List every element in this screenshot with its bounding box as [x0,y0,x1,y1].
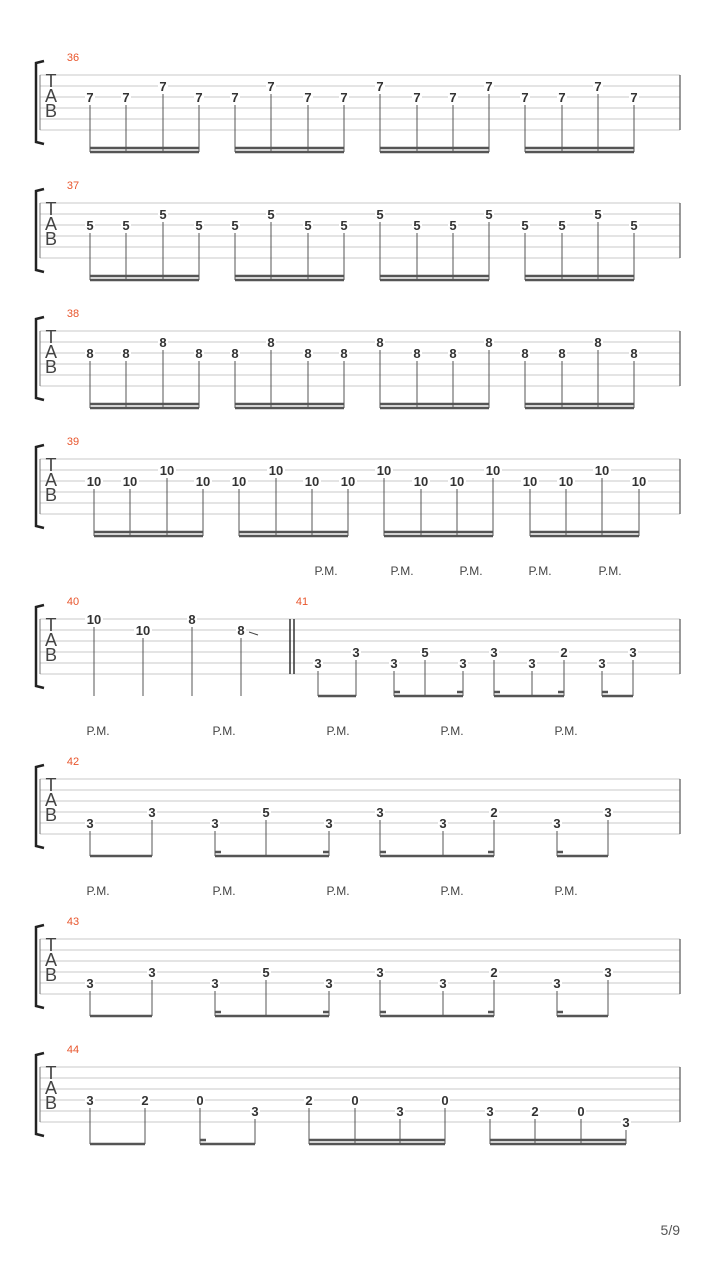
fret-number: 8 [630,346,638,361]
fret-number: 10 [631,474,647,489]
fret-number: 3 [211,976,219,991]
fret-number: 5 [630,218,638,233]
page-number: 5/9 [660,1222,680,1238]
measure-number: 42 [66,756,80,768]
slide-mark [249,632,258,635]
fret-number: 8 [195,346,203,361]
tab-clef-letter: B [44,357,58,377]
measure-number: 39 [66,436,80,448]
fret-number: 7 [630,90,638,105]
tab-clef-letter: T [45,327,57,347]
fret-number: 7 [485,79,493,94]
fret-number: 5 [413,218,421,233]
fret-number: 10 [413,474,429,489]
tab-clef-letter: A [44,1078,58,1098]
fret-number: 3 [528,656,536,671]
fret-number: 8 [376,335,384,350]
fret-number: 8 [521,346,529,361]
fret-number: 3 [486,1104,494,1119]
palm-mute-mark: P.M. [459,564,483,578]
fret-number: 8 [122,346,130,361]
fret-number: 5 [594,207,602,222]
fret-number: 7 [413,90,421,105]
fret-number: 3 [86,1093,94,1108]
fret-number: 7 [86,90,94,105]
fret-number: 8 [304,346,312,361]
fret-number: 3 [459,656,467,671]
fret-number: 5 [86,218,94,233]
fret-number: 10 [268,463,284,478]
fret-number: 7 [195,90,203,105]
measure-number: 36 [66,52,80,64]
fret-number: 3 [86,976,94,991]
palm-mute-mark: P.M. [390,564,414,578]
fret-number: 7 [304,90,312,105]
fret-number: 3 [325,976,333,991]
measure-number: 37 [66,180,80,192]
fret-number: 5 [340,218,348,233]
fret-number: 3 [148,805,156,820]
fret-number: 2 [531,1104,539,1119]
fret-number: 10 [135,623,151,638]
tab-clef-letter: A [44,86,58,106]
palm-mute-mark: P.M. [528,564,552,578]
fret-number: 10 [195,474,211,489]
palm-mute-mark: P.M. [86,884,110,898]
tab-clef-letter: B [44,229,58,249]
tab-clef-letter: T [45,935,57,955]
fret-number: 10 [86,474,102,489]
fret-number: 8 [558,346,566,361]
measure-number: 44 [66,1044,80,1056]
fret-number: 5 [521,218,529,233]
tab-clef-letter: A [44,630,58,650]
fret-number: 5 [195,218,203,233]
palm-mute-mark: P.M. [554,724,578,738]
fret-number: 8 [340,346,348,361]
fret-number: 10 [594,463,610,478]
fret-number: 3 [376,965,384,980]
measure-number: 38 [66,308,80,320]
palm-mute-mark: P.M. [326,724,350,738]
fret-number: 8 [267,335,275,350]
tab-clef-letter: A [44,214,58,234]
fret-number: 5 [267,207,275,222]
fret-number: 8 [485,335,493,350]
fret-number: 3 [490,645,498,660]
fret-number: 5 [304,218,312,233]
tab-clef-letter: B [44,485,58,505]
palm-mute-mark: P.M. [212,884,236,898]
palm-mute-mark: P.M. [598,564,622,578]
tab-clef-letter: A [44,342,58,362]
fret-number: 5 [558,218,566,233]
measure-number: 41 [295,596,309,608]
fret-number: 5 [262,965,270,980]
fret-number: 3 [439,816,447,831]
fret-number: 5 [231,218,239,233]
fret-number: 3 [314,656,322,671]
tab-clef-letter: T [45,455,57,475]
palm-mute-mark: P.M. [440,884,464,898]
fret-number: 7 [231,90,239,105]
measure-number: 43 [66,916,80,928]
fret-number: 5 [159,207,167,222]
fret-number: 5 [421,645,429,660]
fret-number: 8 [237,623,245,638]
fret-number: 8 [449,346,457,361]
fret-number: 7 [267,79,275,94]
tab-clef-letter: A [44,950,58,970]
fret-number: 3 [376,805,384,820]
palm-mute-mark: P.M. [86,724,110,738]
fret-number: 3 [352,645,360,660]
palm-mute-mark: P.M. [314,564,338,578]
fret-number: 7 [122,90,130,105]
palm-mute-mark: P.M. [554,884,578,898]
fret-number: 5 [122,218,130,233]
fret-number: 0 [196,1093,204,1108]
fret-number: 7 [521,90,529,105]
fret-number: 3 [598,656,606,671]
fret-number: 3 [629,645,637,660]
fret-number: 3 [604,965,612,980]
fret-number: 3 [86,816,94,831]
fret-number: 0 [441,1093,449,1108]
fret-number: 8 [159,335,167,350]
fret-number: 5 [376,207,384,222]
fret-number: 10 [304,474,320,489]
fret-number: 5 [262,805,270,820]
tab-clef-letter: B [44,805,58,825]
fret-number: 10 [159,463,175,478]
fret-number: 0 [351,1093,359,1108]
fret-number: 7 [159,79,167,94]
fret-number: 10 [558,474,574,489]
tab-clef-letter: A [44,470,58,490]
fret-number: 7 [558,90,566,105]
fret-number: 3 [604,805,612,820]
palm-mute-mark: P.M. [326,884,350,898]
tab-clef-letter: A [44,790,58,810]
fret-number: 3 [439,976,447,991]
fret-number: 10 [522,474,538,489]
fret-number: 8 [86,346,94,361]
fret-number: 3 [325,816,333,831]
fret-number: 10 [122,474,138,489]
fret-number: 7 [449,90,457,105]
fret-number: 3 [211,816,219,831]
fret-number: 3 [553,816,561,831]
tab-clef-letter: B [44,101,58,121]
fret-number: 7 [340,90,348,105]
fret-number: 3 [396,1104,404,1119]
fret-number: 3 [148,965,156,980]
palm-mute-mark: P.M. [440,724,464,738]
measure-number: 40 [66,596,80,608]
fret-number: 2 [490,805,498,820]
fret-number: 5 [485,207,493,222]
fret-number: 10 [231,474,247,489]
fret-number: 10 [449,474,465,489]
fret-number: 10 [376,463,392,478]
fret-number: 3 [251,1104,259,1119]
fret-number: 2 [141,1093,149,1108]
fret-number: 5 [449,218,457,233]
tab-clef-letter: B [44,1093,58,1113]
fret-number: 10 [340,474,356,489]
fret-number: 3 [553,976,561,991]
fret-number: 2 [490,965,498,980]
fret-number: 3 [622,1115,630,1130]
fret-number: 8 [231,346,239,361]
fret-number: 7 [376,79,384,94]
tab-clef-letter: T [45,1063,57,1083]
fret-number: 2 [305,1093,313,1108]
tab-clef-letter: T [45,615,57,635]
fret-number: 8 [594,335,602,350]
tab-clef-letter: T [45,199,57,219]
fret-number: 3 [390,656,398,671]
fret-number: 8 [188,612,196,627]
fret-number: 7 [594,79,602,94]
tab-clef-letter: T [45,775,57,795]
fret-number: 10 [86,612,102,627]
fret-number: 10 [485,463,501,478]
fret-number: 8 [413,346,421,361]
tab-clef-letter: T [45,71,57,91]
tab-clef-letter: B [44,645,58,665]
fret-number: 2 [560,645,568,660]
palm-mute-mark: P.M. [212,724,236,738]
fret-number: 0 [577,1104,585,1119]
tab-clef-letter: B [44,965,58,985]
